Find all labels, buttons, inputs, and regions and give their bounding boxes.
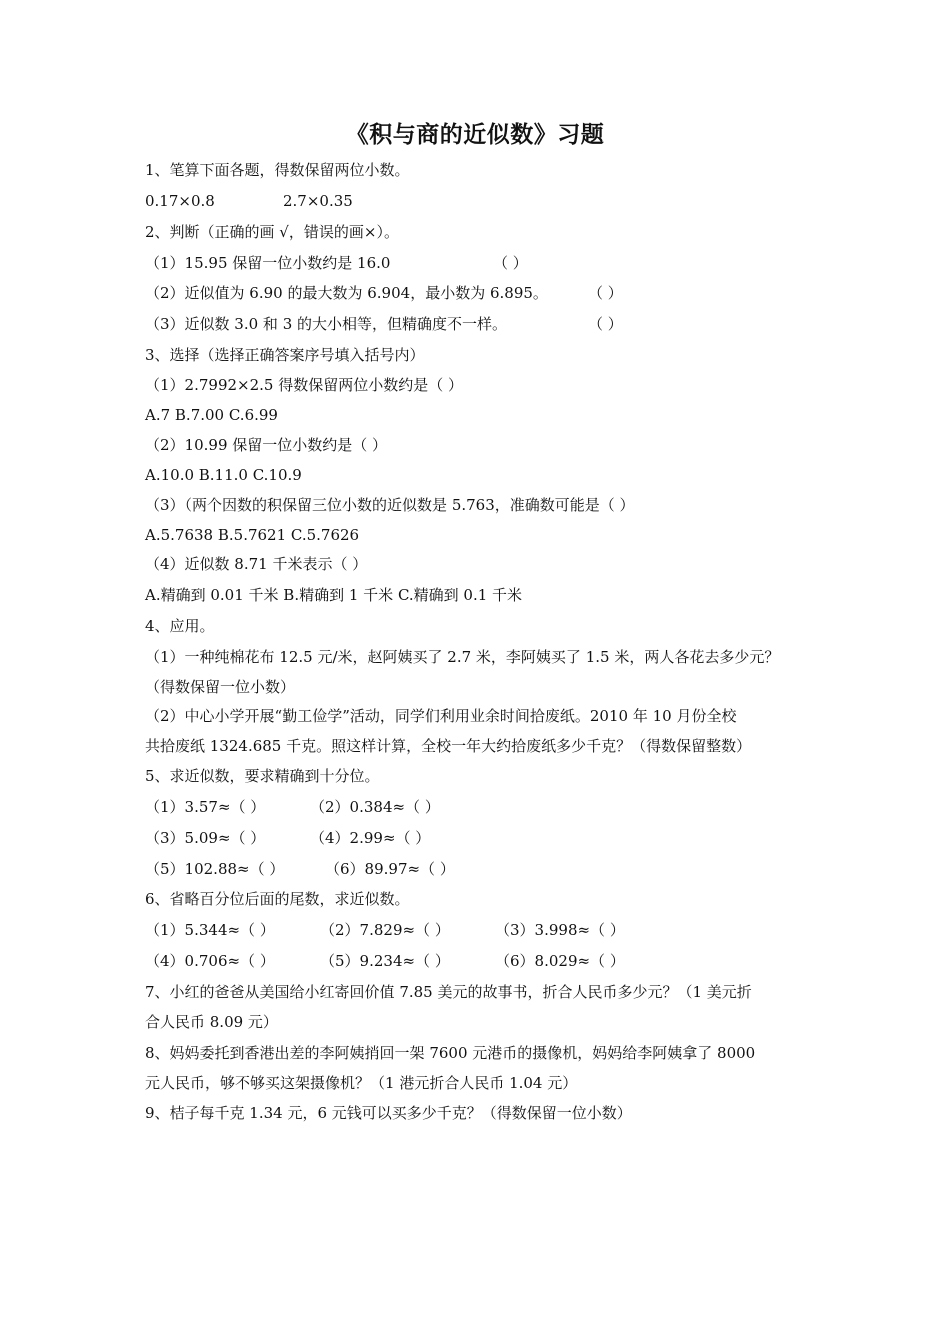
q8-line2: 元人民币，够不够买这架摄像机？（1 港元折合人民币 1.04 元） — [145, 1074, 578, 1092]
q2-item-text: （2）近似值为 6.90 的最大数为 6.904，最小数为 6.895。 — [145, 284, 548, 302]
page-title: 《积与商的近似数》习题 — [345, 122, 605, 148]
q6-row — [145, 920, 625, 940]
q2-item — [145, 283, 623, 303]
q2-heading: 2、判断（正确的画 √，错误的画×）。 — [145, 223, 399, 241]
q9-line1: 9、桔子每千克 1.34 元，6 元钱可以买多少千克？（得数保留一位小数） — [145, 1104, 632, 1122]
q3-question: （1）2.7992×2.5 得数保留两位小数约是（ ） — [145, 376, 463, 394]
q6-item: （1）5.344≈（ ） — [145, 921, 275, 939]
q7-line1: 7、小红的爸爸从美国给小红寄回价值 7.85 美元的故事书，折合人民币多少元？（1 美元折 — [145, 983, 752, 1001]
q4-part2-line1: （2）中心小学开展“勤工俭学”活动，同学们利用业余时间拾废纸。2010 年 10 月份全校 — [145, 707, 737, 725]
q6-item: （2）7.829≈（ ） — [320, 921, 450, 939]
q5-item: （5）102.88≈（ ） — [145, 860, 285, 878]
q3-question: （4）近似数 8.71 千米表示（ ） — [145, 555, 368, 573]
q2-item-text: （1）15.95 保留一位小数约是 16.0 — [145, 254, 391, 272]
q3-options: A.精确到 0.01 千米 B.精确到 1 千米 C.精确到 0.1 千米 — [145, 586, 523, 604]
q5-row — [145, 859, 455, 879]
q5-item: （6）89.97≈（ ） — [325, 860, 455, 878]
q4-part1-line1: （1）一种纯棉花布 12.5 元/米，赵阿姨买了 2.7 米，李阿姨买了 1.5 米，两人各花去多少元？ — [145, 648, 780, 666]
q5-heading: 5、求近似数，要求精确到十分位。 — [145, 767, 380, 785]
q6-row — [145, 951, 625, 971]
answer-bracket: （ ） — [588, 284, 623, 302]
q4-part1-line2: （得数保留一位小数） — [145, 678, 296, 696]
q8-line1: 8、妈妈委托到香港出差的李阿姨捎回一架 7600 元港币的摄像机，妈妈给李阿姨拿了 8000 — [145, 1044, 756, 1062]
q2-item-text: （3）近似数 3.0 和 3 的大小相等，但精确度不一样。 — [145, 315, 508, 333]
answer-bracket: （ ） — [493, 254, 528, 272]
answer-bracket: （ ） — [588, 315, 623, 333]
q1-items — [145, 191, 353, 211]
q6-item: （4）0.706≈（ ） — [145, 952, 275, 970]
q6-heading: 6、省略百分位后面的尾数，求近似数。 — [145, 890, 410, 908]
q5-item: （2）0.384≈（ ） — [310, 798, 440, 816]
q3-question: （3）（两个因数的积保留三位小数的近似数是 5.763，准确数可能是（ ） — [145, 496, 635, 514]
q6-item: （6）8.029≈（ ） — [495, 952, 625, 970]
q3-options: A.7 B.7.00 C.6.99 — [145, 406, 278, 424]
q3-question: （2）10.99 保留一位小数约是（ ） — [145, 436, 388, 454]
q3-heading: 3、选择（选择正确答案序号填入括号内） — [145, 346, 425, 364]
q5-row — [145, 828, 430, 848]
q1-heading: 1、笔算下面各题，得数保留两位小数。 — [145, 161, 410, 179]
q5-row — [145, 797, 440, 817]
q5-item: （4）2.99≈（ ） — [310, 829, 431, 847]
q5-item: （1）3.57≈（ ） — [145, 798, 266, 816]
q2-item — [145, 253, 528, 273]
q2-item — [145, 314, 623, 334]
q1-item: 2.7×0.35 — [283, 192, 353, 210]
q3-options: A.5.7638 B.5.7621 C.5.7626 — [145, 526, 360, 544]
q5-item: （3）5.09≈（ ） — [145, 829, 266, 847]
q7-line2: 合人民币 8.09 元） — [145, 1013, 278, 1031]
q4-heading: 4、应用。 — [145, 617, 215, 635]
q6-item: （3）3.998≈（ ） — [495, 921, 625, 939]
q1-item: 0.17×0.8 — [145, 192, 215, 210]
q4-part2-line2: 共拾废纸 1324.685 千克。照这样计算，全校一年大约拾废纸多少千克？（得数保留整数） — [145, 737, 752, 755]
q3-options: A.10.0 B.11.0 C.10.9 — [145, 466, 302, 484]
q6-item: （5）9.234≈（ ） — [320, 952, 450, 970]
